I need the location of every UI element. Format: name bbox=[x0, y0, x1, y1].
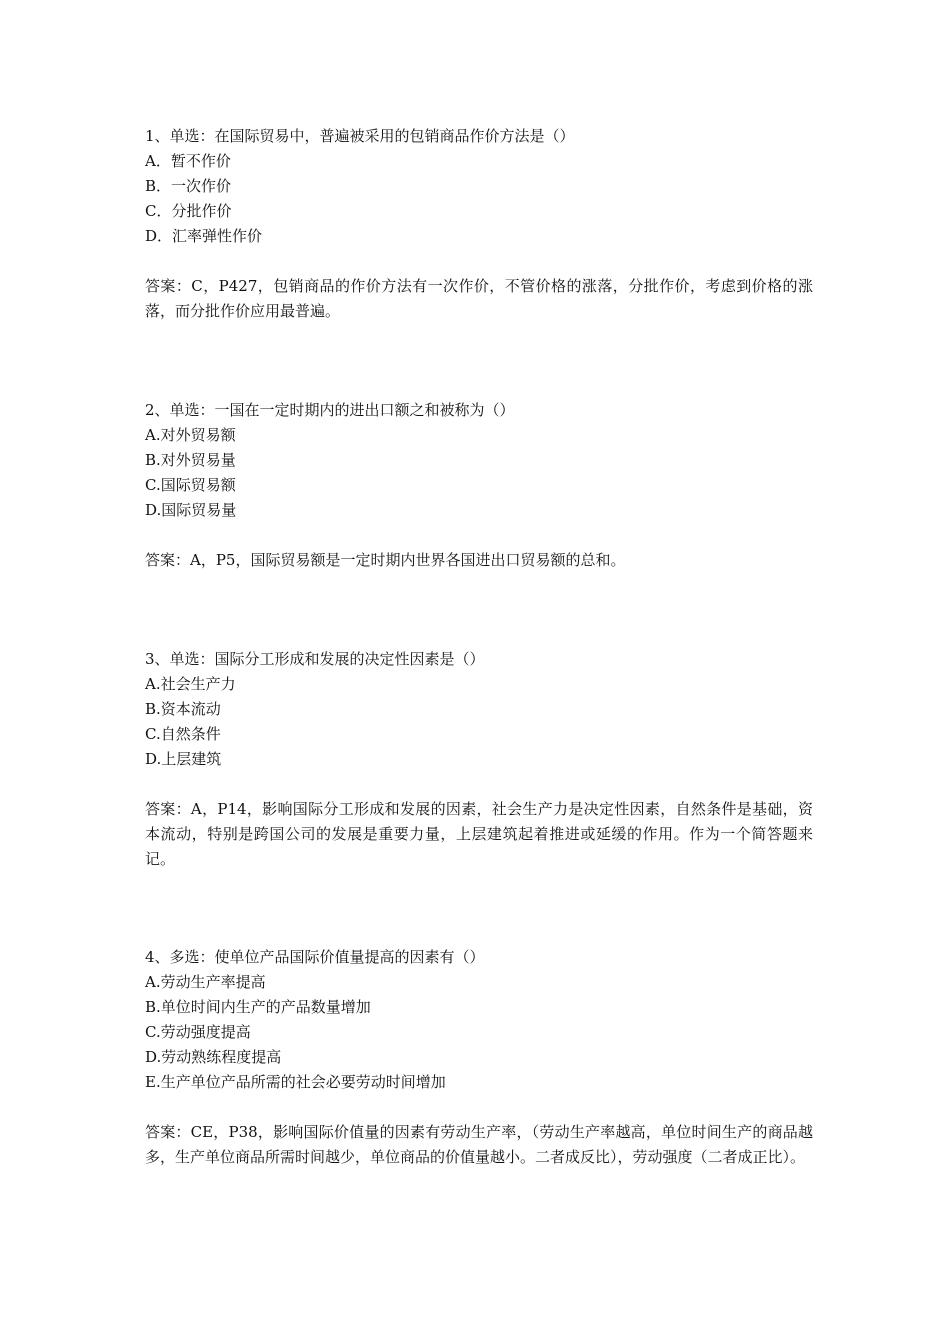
question-title: 2、单选：一国在一定时期内的进出口额之和被称为（） bbox=[145, 401, 515, 419]
question-title: 3、单选：国际分工形成和发展的决定性因素是（） bbox=[145, 650, 485, 668]
option-c: C.自然条件 bbox=[145, 725, 221, 743]
answer-text: 答案：CE，P38，影响国际价值量的因素有劳动生产率，（劳动生产率越高，单位时间生产的商品越多，生产单位商品所需时间越少，单位商品的价值量越小。二者成反比），劳动强度（二者成正比）。 bbox=[145, 1123, 813, 1166]
option-c: C．分批作价 bbox=[145, 202, 232, 220]
option-c: C.劳动强度提高 bbox=[145, 1023, 251, 1041]
option-a: A．暂不作价 bbox=[145, 152, 231, 170]
option-d: D.上层建筑 bbox=[145, 750, 222, 768]
question-title: 1、单选：在国际贸易中，普遍被采用的包销商品作价方法是（） bbox=[145, 127, 575, 145]
option-a: A.对外贸易额 bbox=[145, 426, 236, 444]
option-d: D．汇率弹性作价 bbox=[145, 227, 263, 245]
option-a: A.社会生产力 bbox=[145, 675, 236, 693]
option-a: A.劳动生产率提高 bbox=[145, 973, 266, 991]
answer-text: 答案：C，P427，包销商品的作价方法有一次作价，不管价格的涨落，分批作价，考虑到价格的涨落，而分批作价应用最普遍。 bbox=[145, 277, 813, 320]
option-d: D.劳动熟练程度提高 bbox=[145, 1048, 282, 1066]
option-b: B.对外贸易量 bbox=[145, 451, 236, 469]
question-1 bbox=[145, 124, 813, 324]
answer-text: 答案：A，P14，影响国际分工形成和发展的因素，社会生产力是决定性因素，自然条件是基础，资本流动，特别是跨国公司的发展是重要力量，上层建筑起着推进或延缓的作用。作为一个简答题来记。 bbox=[145, 800, 813, 868]
option-d: D.国际贸易量 bbox=[145, 501, 237, 519]
option-b: B.资本流动 bbox=[145, 700, 221, 718]
question-title: 4、多选：使单位产品国际价值量提高的因素有（） bbox=[145, 948, 485, 966]
option-b: B．一次作价 bbox=[145, 177, 232, 195]
question-2 bbox=[145, 398, 625, 573]
answer-text: 答案：A，P5，国际贸易额是一定时期内世界各国进出口贸易额的总和。 bbox=[145, 551, 626, 569]
question-4 bbox=[145, 945, 813, 1170]
option-c: C.国际贸易额 bbox=[145, 476, 236, 494]
option-b: B.单位时间内生产的产品数量增加 bbox=[145, 998, 371, 1016]
option-e: E.生产单位产品所需的社会必要劳动时间增加 bbox=[145, 1073, 446, 1091]
question-3 bbox=[145, 647, 813, 872]
